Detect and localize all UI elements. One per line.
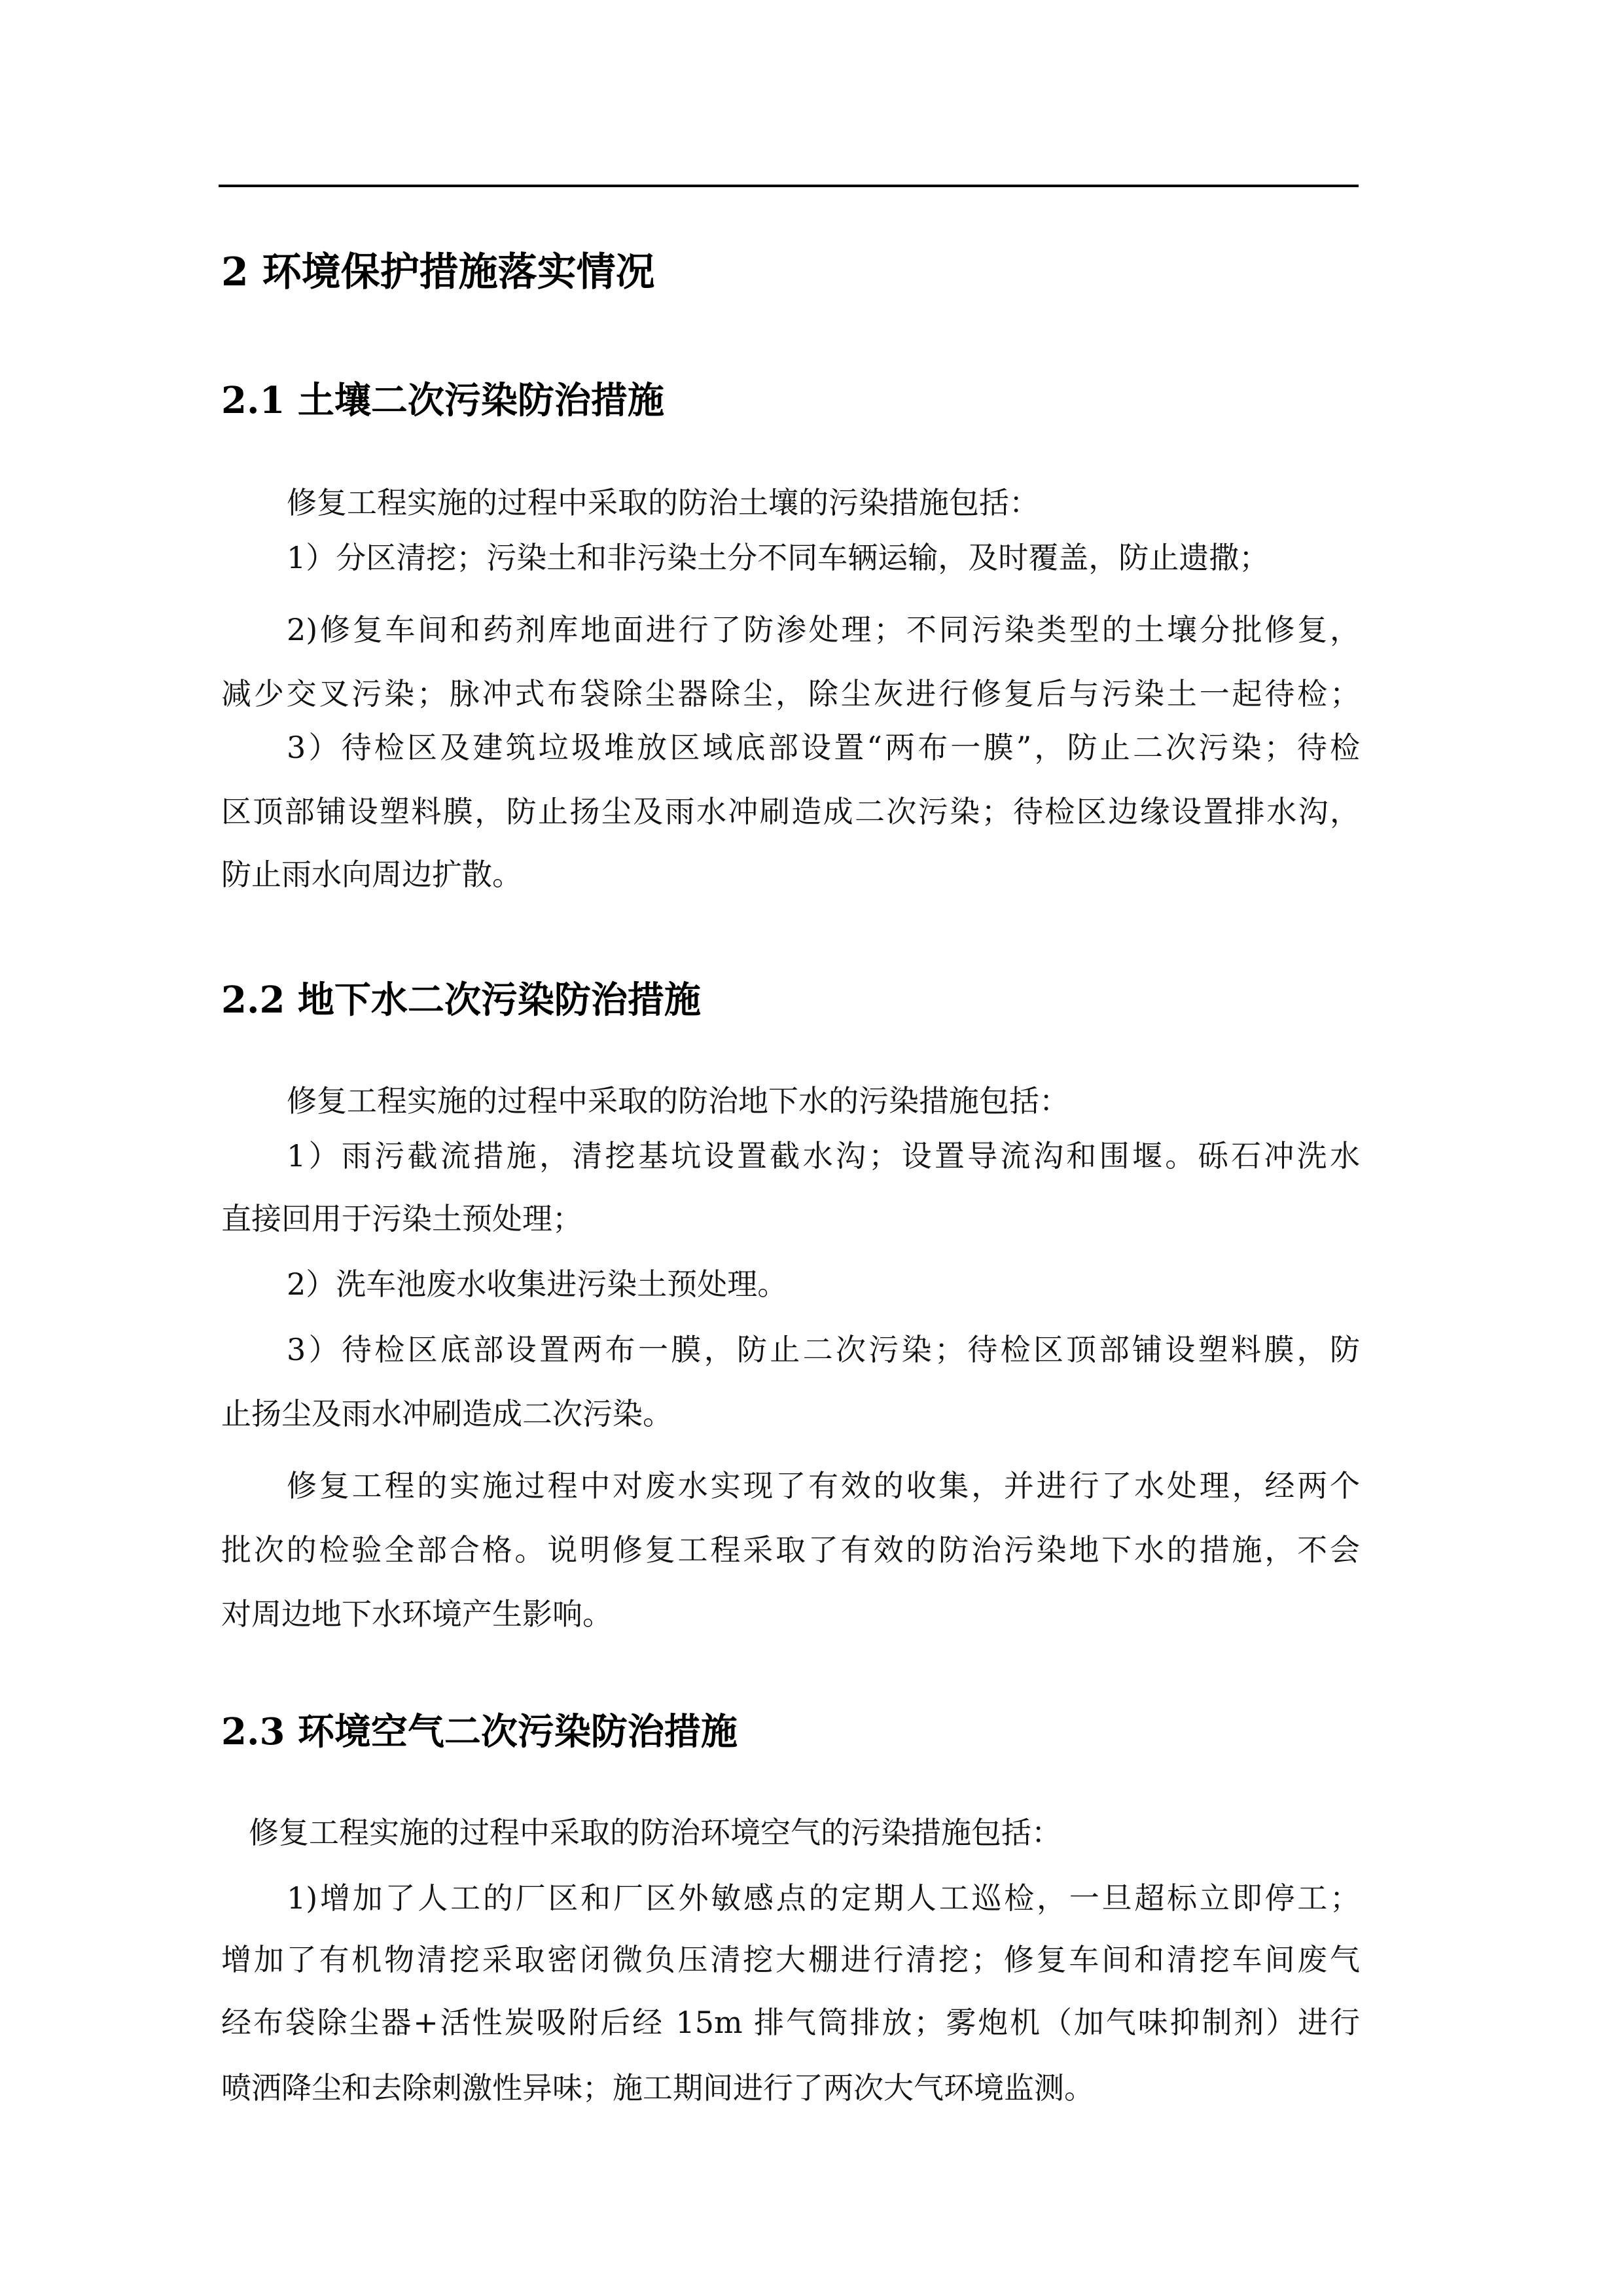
groundwater-summary-line-2: 批次的检验全部合格。说明修复工程采取了有效的防治污染地下水的措施，不会 [221,1532,1360,1568]
soil-item-1: 1）分区清挖；污染土和非污染土分不同车辆运输，及时覆盖，防止遗撒； [287,540,1270,575]
groundwater-summary-line-1: 修复工程的实施过程中对废水实现了有效的收集，并进行了水处理，经两个 [287,1468,1360,1503]
soil-item-3-line-3: 防止雨水向周边扩散。 [221,857,522,892]
section-title: 2 环境保护措施落实情况 [221,249,655,295]
soil-item-2-line-2: 减少交叉污染；脉冲式布袋除尘器除尘，除尘灰进行修复后与污染土一起待检； [221,676,1360,711]
air-intro: 修复工程实施的过程中采取的防治环境空气的污染措施包括： [249,1815,1061,1850]
groundwater-item-2: 2）洗车池废水收集进污染土预处理。 [287,1266,788,1302]
groundwater-intro: 修复工程实施的过程中采取的防治地下水的污染措施包括： [287,1083,1069,1119]
soil-heading: 2.1 土壤二次污染防治措施 [221,379,664,422]
groundwater-item-3-line-2: 止扬尘及雨水冲刷造成二次污染。 [221,1396,673,1431]
soil-item-2-line-1: 2)修复车间和药剂库地面进行了防渗处理；不同污染类型的土壤分批修复， [287,612,1360,647]
soil-intro: 修复工程实施的过程中采取的防治土壤的污染措施包括： [287,485,1039,520]
air-item-1-line-4: 喷洒降尘和去除刺激性异味；施工期间进行了两次大气环境监测。 [221,2070,1094,2106]
air-heading: 2.3 环境空气二次污染防治措施 [221,1710,738,1753]
soil-item-3-line-1: 3）待检区及建筑垃圾堆放区域底部设置“两布一膜”，防止二次污染；待检 [287,730,1360,765]
groundwater-item-1-line-2: 直接回用于污染土预处理； [221,1201,582,1236]
groundwater-summary-line-3: 对周边地下水环境产生影响。 [221,1596,613,1632]
air-item-1-line-2: 增加了有机物清挖采取密闭微负压清挖大棚进行清挖；修复车间和清挖车间废气 [221,1942,1360,1977]
groundwater-item-3-line-1: 3）待检区底部设置两布一膜，防止二次污染；待检区顶部铺设塑料膜，防 [287,1332,1360,1367]
header-rule [219,185,1359,187]
air-item-1-line-3: 经布袋除尘器+活性炭吸附后经 15m 排气筒排放；雾炮机（加气味抑制剂）进行 [221,2005,1360,2040]
groundwater-item-1-line-1: 1）雨污截流措施，清挖基坑设置截水沟；设置导流沟和围堰。砾石冲洗水 [287,1138,1360,1174]
soil-item-3-line-2: 区顶部铺设塑料膜，防止扬尘及雨水冲刷造成二次污染；待检区边缘设置排水沟， [221,794,1360,829]
air-item-1-line-1: 1)增加了人工的厂区和厂区外敏感点的定期人工巡检，一旦超标立即停工； [287,1880,1360,1916]
groundwater-heading: 2.2 地下水二次污染防治措施 [221,978,701,1022]
